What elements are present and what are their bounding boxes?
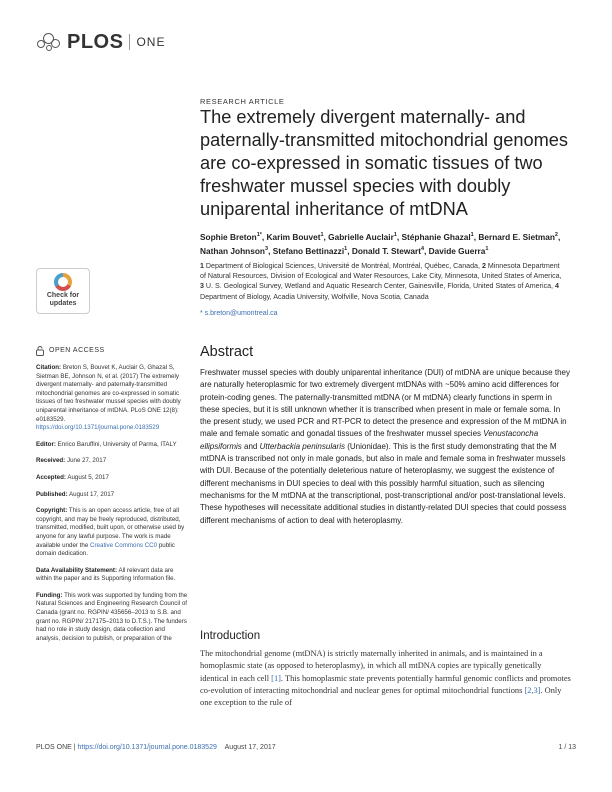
citation-block: Citation: Breton S, Bouvet K, Auclair G, Ghazal S, Sietman BE, Johnson N, et al. (2017) The extremely divergent maternally- and paternally-transmitted mitochondrial genomes are co-expressed in somatic tissues of two freshwater mussel species with doubly uniparental inheritance of mtDNA. PLoS ONE 12(8): e0183529. https://doi.org/10.1371/journal.pone.0183529 [36, 364, 181, 432]
reference-link[interactable]: [2,3] [524, 685, 541, 695]
open-lock-icon [36, 346, 44, 356]
page-number: 1 / 13 [558, 744, 576, 751]
page-footer: PLOS ONE | https://doi.org/10.1371/journal.pone.0183529 August 17, 2017 1 / 13 [36, 744, 576, 751]
accepted-block: Accepted: August 5, 2017 [36, 473, 109, 481]
affiliation-item: Minnesota Department of Natural Resources, Division of Ecological and Water Resources, Lake City, Minnesota, United States of America, [200, 262, 562, 281]
abstract-text: Freshwater mussel species with doubly uniparental inheritance (DUI) of mtDNA are unique because they are naturally heteroplasmic for two extremely divergent mtDNAs with ~50% amino acid differences for protein-coding genes. The paternally-transmitted mtDNA (or M mtDNA) clearly functions in sperm in these species, but it is still unknown whether it is transcribed when present in male or female soma. In the present study, we used PCR and RT-PCR to detect the presence and expression of the M mtDNA in male and female somatic and gonadal tissues of the freshwater mussel species Venustaconcha ellipsiformis and Utterbackia peninsularis (Unionidae). This is the first study demonstrating that the M mtDNA is transcribed not only in male gonads, but also in male and female soma in freshwater mussels with DUI. Because of the potentially deleterious nature of heteroplasmy, we suggest the existence of different mechanisms in DUI species to deal with this possibly harmful situation, such as silencing mechanisms for the M mtDNA at the transcriptional, post-transcriptional and/or post-translational levels. These hypotheses will necessitate additional studies in distantly-related DUI species that could possess different mechanisms of action to deal with heteroplasmy. [200, 368, 570, 525]
introduction-text: The mitochondrial genome (mtDNA) is strictly maternally inherited in animals, and is maintained in a homoplasmic state (as opposed to heteroplasmy), in which all mtDNA copies are typically genetically identical in each cell [1]. This homoplasmic state prevents potentially harmful genomic conflicts and promotes co-evolution of interacting mitochondrial and nuclear genes for optimal mitochondrial functions [2,3]. Only one exception to the rule of [200, 649, 571, 708]
plos-one-logo[interactable] [37, 27, 165, 57]
footer-journal: PLOS ONE [36, 744, 72, 751]
article-title: The extremely divergent maternally- and paternally-transmitted mitochondrial genomes are co-expressed in somatic tissues of two freshwater mussel species with doubly uniparental inheritance of mtDNA [200, 107, 568, 219]
author-name: Davide Guerra$^1$ [428, 246, 489, 257]
copyright-block: Copyright: This is an open access article, free of all copyright, and may be freely reproduced, distributed, transmitted, modified, built upon, or otherwise used by anyone for any lawful purpose. The work is made available under the Creative Commons CC0 public domain dedication. [36, 507, 185, 558]
logo-journal: ONE [136, 35, 166, 49]
author-name: Gabrielle Auclair$^1$ [328, 231, 397, 242]
author-name: Stefano Bettinazzi$^1$ [272, 246, 348, 257]
citation-doi-link[interactable]: https://doi.org/10.1371/journal.pone.0183529 [36, 424, 160, 432]
species-name: Utterbackia peninsularis [259, 441, 345, 451]
crossmark-icon [54, 273, 72, 291]
published-block: Published: August 17, 2017 [36, 490, 115, 498]
author-name: Donald T. Stewart$^4$ [351, 246, 425, 257]
article-type: RESEARCH ARTICLE [200, 97, 285, 106]
corresponding-email[interactable]: * s.breton@umontreal.ca [200, 310, 278, 317]
affiliation-item: Department of Biological Sciences, Université de Montréal, Montréal, Québec, Canada, [205, 262, 482, 270]
check-for-updates-badge[interactable] [36, 268, 90, 314]
author-name: Nathan Johnson$^3$ [200, 246, 269, 257]
article-sidebar [36, 346, 188, 651]
funding-block: Funding: This work was supported by funding from the Natural Sciences and Engineering Research Council of Canada (grant no. RGPIN/ 435656–2013 to S.B. and grant no. RGPIN/ 217175–2013 to D.T.S.). The funders had no role in study design, data collection and analysis, decision to publish, or preparation of the [36, 591, 188, 642]
check-updates-line2: updates [49, 300, 77, 307]
logo-divider [129, 34, 130, 50]
footer-doi-link[interactable]: https://doi.org/10.1371/journal.pone.0183529 [77, 744, 217, 751]
species-name: Venustaconcha ellipsiformis [200, 429, 539, 451]
affiliation-item: U. S. Geological Survey, Wetland and Aquatic Research Center, Gainesville, Florida, United States of America, [205, 282, 555, 291]
author-name: Karim Bouvet$^1$ [266, 231, 324, 242]
author-list: Sophie Breton$^{1*}$, Karim Bouvet$^1$, Gabrielle Auclair$^1$, Stéphanie Ghazal$^1$, Bernard E. Sietman$^2$, Nathan Johnson$^3$, Stefano Bettinazzi$^1$, Donald T. Stewart$^4$, Davide Guerra$^1$ [200, 231, 561, 257]
plos-dots-icon [37, 31, 63, 53]
author-name: Stéphanie Ghazal$^1$ [401, 231, 474, 242]
check-updates-line1: Check for [46, 292, 80, 299]
received-block: Received: June 27, 2017 [36, 457, 107, 465]
footer-date: August 17, 2017 [224, 744, 276, 751]
author-name: Sophie Breton$^{1*}$ [200, 231, 262, 242]
cc0-link[interactable]: Creative Commons CC0 [90, 541, 158, 549]
logo-word: PLOS [67, 30, 124, 53]
data-availability-block: Data Availability Statement: All relevant data are within the paper and its Supporting Information file. [36, 566, 176, 583]
abstract-heading: Abstract [200, 344, 254, 360]
editor-block: Editor: Enrico Baruffini, University of Parma, ITALY [36, 440, 177, 448]
introduction-heading: Introduction [200, 630, 261, 642]
reference-link[interactable]: [1] [271, 673, 281, 683]
affiliations: 1 Department of Biological Sciences, Université de Montréal, Montréal, Québec, Canada, 2 Minnesota Department of Natural Resources, Division of Ecological and Water Resources, Lake City, Minnesota, United States of America, 3 U. S. Geological Survey, Wetland and Aquatic Research Center, Gainesville, Florida, United States of America, 4 Department of Biology, Acadia University, Wolfville, Nova Scotia, Canada [200, 262, 562, 301]
open-access-label: OPEN ACCESS [36, 346, 188, 356]
affiliation-item: Department of Biology, Acadia University, Wolfville, Nova Scotia, Canada [200, 292, 429, 301]
author-name: Bernard E. Sietman$^2$ [478, 231, 558, 242]
